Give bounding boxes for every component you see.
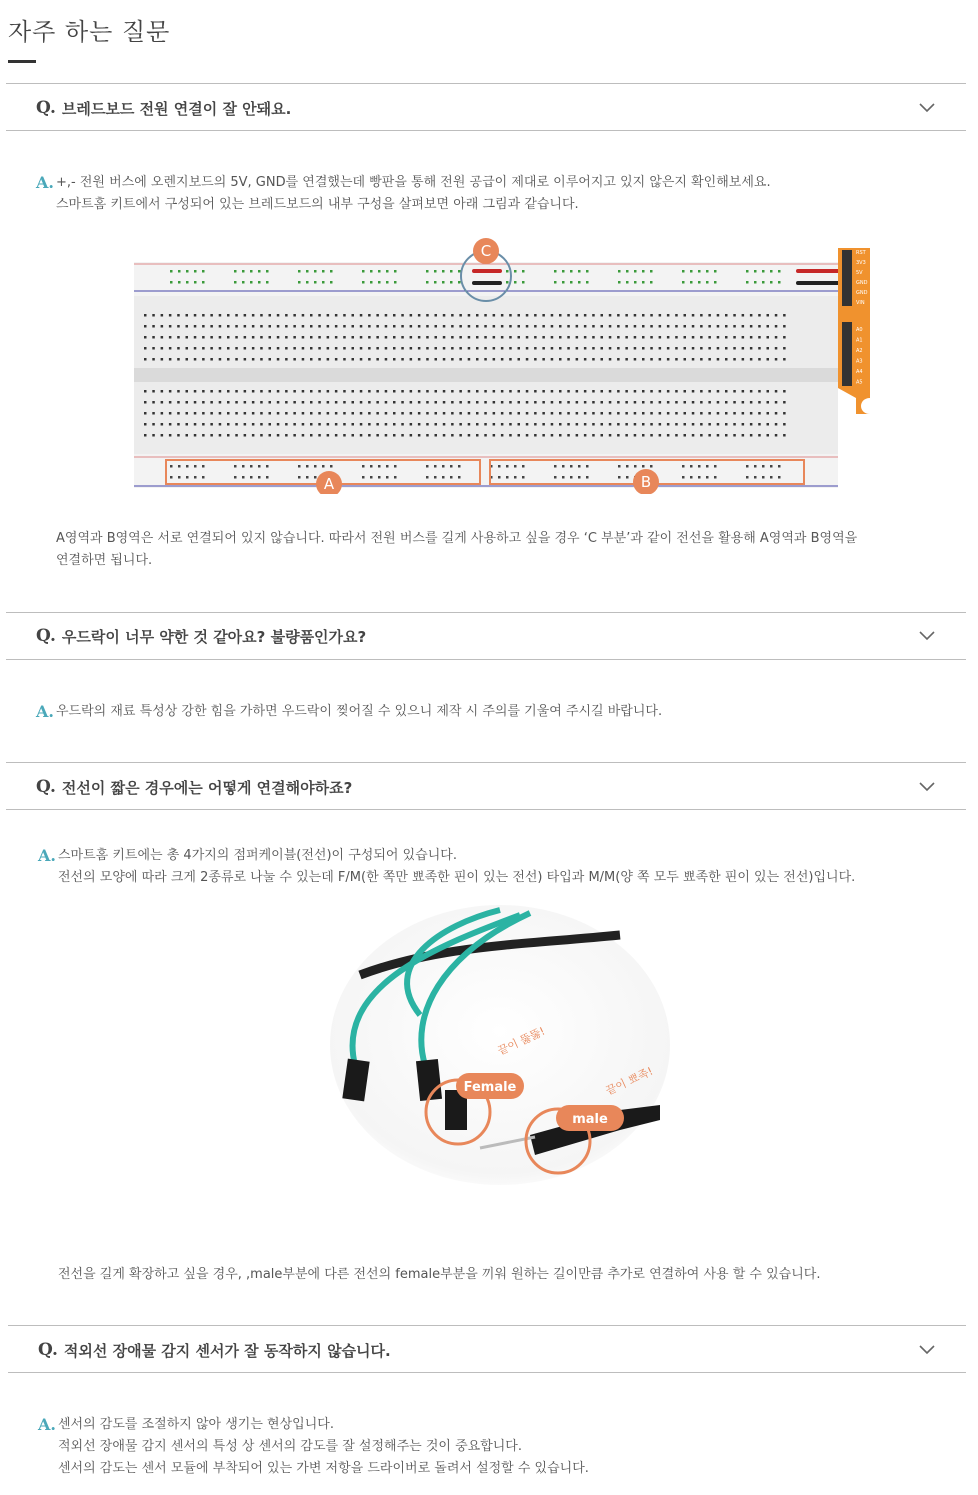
chevron-down-icon[interactable] [918,99,936,117]
chevron-down-icon[interactable] [918,778,936,796]
label-c: C [480,242,492,260]
answer-line: 전선의 모양에 따라 크게 2종류로 나눌 수 있는데 F/M(한 쪽만 뾰족한 핀이 있는 전선) 타입과 M/M(양 쪽 모두 뾰족한 핀이 있는 전선)입니다. [58,870,856,885]
divider [6,130,966,131]
faq-question-wire[interactable] [6,764,966,810]
faq-answer-power [36,172,938,216]
divider [6,83,966,84]
a-mark: A. [36,173,54,192]
board-pin-label: 5V [856,270,863,276]
board-pin-label: A4 [856,369,863,375]
question-text: 브레드보드 전원 연결이 잘 안돼요. [61,99,292,118]
a-mark: A. [36,702,54,721]
page-title: 자주 하는 질문 [8,18,171,46]
divider [6,809,966,810]
label-a: A [323,475,335,493]
q-mark: Q. [38,1340,58,1360]
label-female: Female [463,1080,517,1095]
divider [6,762,966,763]
chevron-down-icon[interactable] [918,1341,936,1359]
faq-answer-woodrock [36,701,938,723]
board-pin-label: A3 [856,358,863,365]
chevron-down-icon[interactable] [918,627,936,645]
answer-line: 센서의 감도를 조절하지 않아 생기는 현상입니다. [58,1417,334,1432]
q-mark: Q. [36,626,56,646]
faq-answer-sensor [38,1414,938,1480]
board-pin-label: A1 [856,337,863,344]
title-underline [8,60,36,63]
faq-question-power[interactable] [6,85,966,131]
answer-line: 스마트홈 키트에는 총 4가지의 점퍼케이블(전선)이 구성되어 있습니다. [58,848,457,863]
question-text: 적외선 장애물 감지 센서가 잘 동작하지 않습니다. [63,1341,391,1360]
q-mark: Q. [36,777,56,797]
female-note: 끝이 뚫뚫! [495,1024,547,1058]
faq-question-woodrock[interactable] [6,613,966,659]
note-line: 전선을 길게 확장하고 싶을 경우, ,male부분에 다른 전선의 female부분을 끼워 원하는 길이만큼 추가로 연결하여 사용 할 수 있습니다. [58,1267,821,1282]
board-pin-label: RST [856,250,866,256]
note-line: A영역과 B영역은 서로 연결되어 있지 않습니다. 따라서 전원 버스를 길게 사용하고 싶을 경우 ‘C 부분’과 같이 전선을 활용해 A영역과 B영역을 [56,531,858,546]
jumper-wire-figure [320,905,680,1195]
answer-line: +,- 전원 버스에 오렌지보드의 5V, GND를 연결했는데 빵판을 통해 전원 공급이 제대로 이루어지고 있지 않은지 확인해보세요. [56,175,771,190]
a-mark: A. [38,846,56,865]
answer-note [56,528,857,572]
divider [8,1325,966,1326]
board-pin-label: 3V3 [856,260,866,266]
label-male: male [572,1112,608,1127]
board-pin-label: A2 [856,348,863,354]
board-pin-label: GND [856,280,868,286]
answer-line: 우드락의 재료 특성상 강한 힘을 가하면 우드락이 찢어질 수 있으니 제작 시 주의를 기울여 주시길 바랍니다. [56,704,663,719]
answer-line: 적외선 장애물 감지 센서의 특성 상 센서의 감도를 잘 설정해주는 것이 중요합니다. [58,1439,523,1454]
answer-note [58,1264,821,1286]
divider [8,1372,966,1373]
faq-answer-wire [38,845,938,889]
answer-line: 센서의 감도는 센서 모듈에 부착되어 있는 가변 저항을 드라이버로 돌려서 설정할 수 있습니다. [58,1461,589,1476]
a-mark: A. [38,1415,56,1434]
faq-question-sensor[interactable] [8,1327,966,1373]
question-text: 전선이 짧은 경우에는 어떻게 연결해야하죠? [61,778,353,797]
board-pin-label: GND [856,290,868,296]
label-b: B [640,473,652,491]
divider [6,659,966,660]
board-pin-label: A5 [856,379,863,386]
male-note: 끝이 뾰족! [603,1064,655,1098]
board-pin-label: A0 [856,327,863,333]
board-pin-label: VIN [856,300,865,306]
breadboard-figure [134,238,874,494]
note-line: 연결하면 됩니다. [56,553,153,568]
answer-line: 스마트홈 키트에서 구성되어 있는 브레드보드의 내부 구성을 살펴보면 아래 그림과 같습니다. [56,197,579,212]
q-mark: Q. [36,98,56,118]
question-text: 우드락이 너무 약한 것 같아요? 불량품인가요? [61,627,367,646]
